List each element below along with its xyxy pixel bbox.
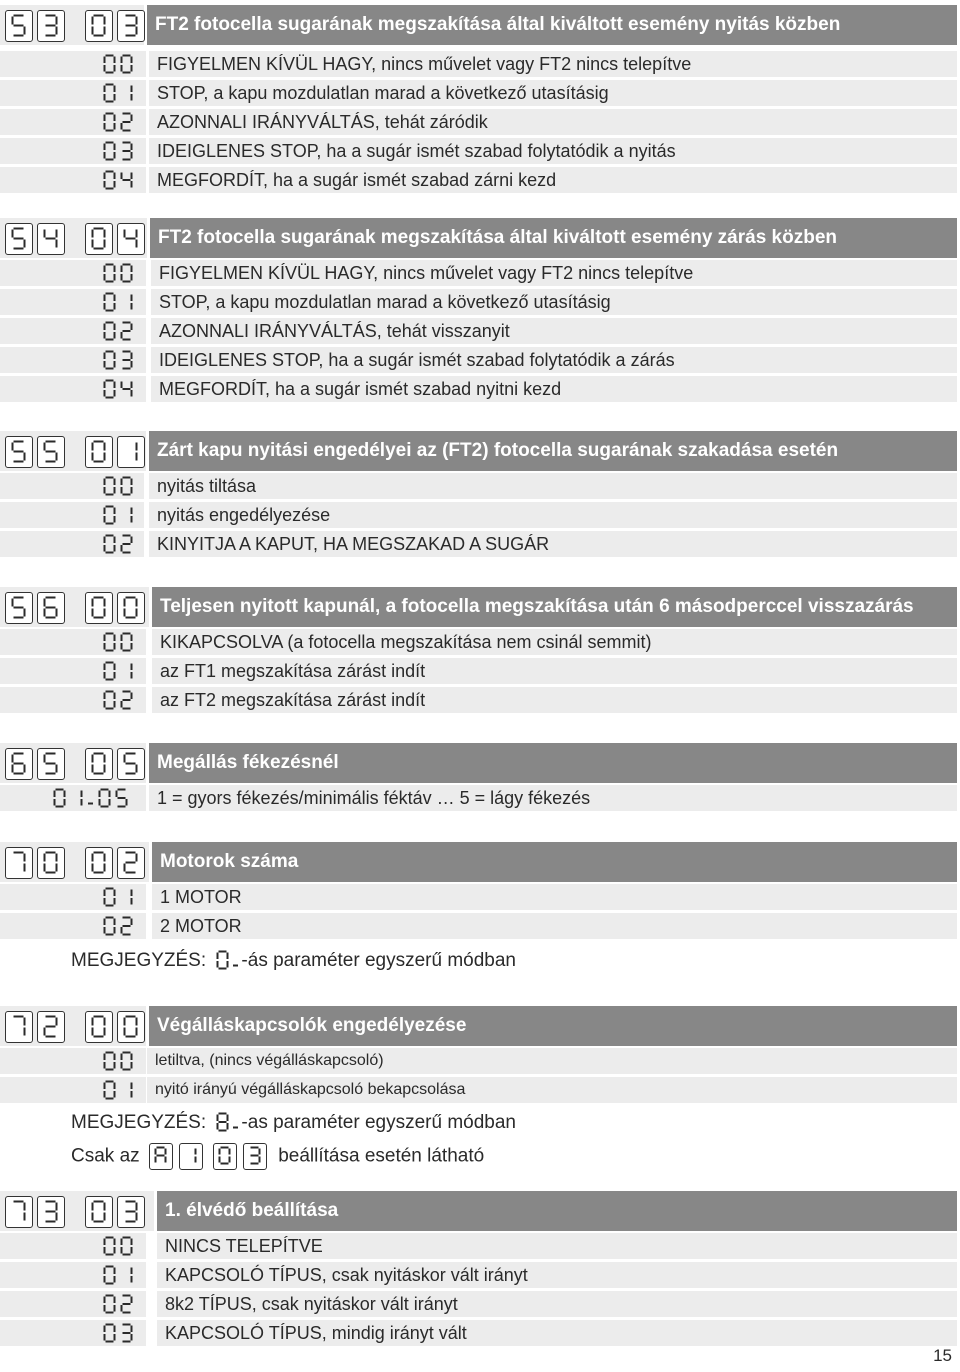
option-value-digit [115,788,128,808]
option-row [0,1077,960,1103]
option-row [0,376,960,402]
code-digit [85,436,113,468]
option-description: nyitás tiltása [157,476,257,496]
option-description: 1 = gyors fékezés/minimális féktáv … 5 = lágy fékezés [157,788,591,808]
option-value-digit [103,141,116,161]
code-digit [117,592,145,624]
option-value-digit [120,661,133,681]
option-value-digit [120,379,133,399]
code-digit [85,847,113,879]
code-digit [5,1196,33,1228]
code-digit [37,436,65,468]
option-description-box [157,1233,957,1259]
note-label: MEGJEGYZÉS: [71,950,207,971]
code-digit [85,592,113,624]
code-digit [37,1011,65,1043]
option-value [0,884,146,910]
parameter-title-bar [147,5,957,45]
option-value [0,629,146,655]
option-value [0,376,146,402]
code-digit [117,223,145,255]
option-value-digit [120,916,133,936]
code-digit [37,748,65,780]
code-digit [85,10,113,42]
option-value [0,1077,146,1103]
option-description: az FT2 megszakítása zárást indít [160,690,426,710]
option-value [0,502,144,528]
option-description-box [152,913,957,939]
option-value-digit [103,1236,116,1256]
option-row [0,260,960,286]
option-description-box [149,51,957,77]
option-value [0,109,146,135]
option-value-digit [103,887,116,907]
option-row [0,1048,960,1074]
option-value [0,531,144,557]
option-description-box [151,289,957,315]
option-value-digit [120,263,133,283]
option-description-box [151,318,957,344]
option-value-digit [120,112,133,132]
code-digit [37,592,65,624]
option-value-digit [103,505,116,525]
option-value [0,51,146,77]
option-value-digit [70,788,83,808]
option-description-box [152,884,957,910]
option-value-digit [103,83,116,103]
parameter-title-bar [149,743,957,783]
option-value-digit [103,1323,116,1343]
option-description-box [149,167,957,193]
option-description-box [147,1077,957,1103]
code-digit [117,847,145,879]
parameter-title-bar [152,587,957,627]
option-description: KAPCSOLÓ TÍPUS, csak nyitáskor vált irányt [165,1265,528,1285]
option-row [0,51,960,77]
option-value-digit [120,534,133,554]
option-row [0,318,960,344]
option-value-digit [103,292,116,312]
option-row [0,347,960,373]
option-value-digit [103,321,116,341]
option-value-digit [103,1265,116,1285]
code-digit [5,592,33,624]
code-digit [85,223,113,255]
option-description: MEGFORDÍT, ha a sugár ismét szabad zárni kezd [157,170,557,190]
visibility-note-code [149,1143,269,1170]
option-value-digit [120,141,133,161]
option-description-box [157,1320,957,1346]
option-value-digit [103,690,116,710]
option-value-digit [87,799,94,808]
visibility-note-prefix: Csak az [71,1145,140,1167]
option-row [0,80,960,106]
code-digit [5,10,33,42]
parameter-title-bar [150,218,957,258]
option-description: STOP, a kapu mozdulatlan marad a következő utasításig [159,292,611,312]
option-description-box [149,531,957,557]
parameter-code [0,218,147,258]
option-row [0,1262,960,1288]
option-description: KIKAPCSOLVA (a fotocella megszakítása nem csinál semmit) [160,632,652,652]
option-description: AZONNALI IRÁNYVÁLTÁS, tehát záródik [157,112,488,132]
code-digit [37,223,65,255]
option-row [0,138,960,164]
option-value-digit [103,916,116,936]
option-value-digit [120,1323,133,1343]
option-value-digit [103,54,116,74]
option-description-box [149,138,957,164]
option-value [0,260,146,286]
code-digit [5,1011,33,1043]
note-text: -ás paraméter egyszerű módban [241,950,517,971]
option-value [0,658,146,684]
option-description: KINYITJA A KAPUT, HA MEGSZAKAD A SUGÁR [157,534,550,554]
code-digit [37,10,65,42]
option-value [0,1048,146,1074]
option-description: AZONNALI IRÁNYVÁLTÁS, tehát visszanyit [159,321,510,341]
option-value [0,347,146,373]
option-row [0,687,960,713]
parameter-title-bar [157,1191,957,1231]
option-value-digit [103,534,116,554]
option-value [0,318,146,344]
option-value-digit [103,379,116,399]
note [71,1110,516,1136]
option-value-digit [120,690,133,710]
option-description-box [147,1048,957,1074]
option-value-digit [120,476,133,496]
option-value-digit [103,263,116,283]
option-value-digit [120,54,133,74]
visibility-note [71,1143,484,1170]
option-description-box [149,80,957,106]
note-code-digit [213,1143,237,1170]
page-number: 15 [933,1346,952,1365]
option-description-box [151,376,957,402]
option-description-box [152,687,957,713]
option-row [0,1320,960,1346]
option-value-digit [103,632,116,652]
code-digit [85,1011,113,1043]
option-description-box [157,1262,957,1288]
option-value-digit [120,1236,133,1256]
option-row [0,1233,960,1259]
option-value-digit [103,1051,116,1071]
option-description-box [152,658,957,684]
parameter-code [0,5,144,45]
parameter-title-bar [149,431,957,471]
option-description: nyitó irányú végálláskapcsoló bekapcsolása [155,1081,466,1098]
option-row [0,629,960,655]
option-description: NINCS TELEPÍTVE [165,1236,323,1256]
option-row [0,531,960,557]
option-row [0,884,960,910]
code-digit [5,436,33,468]
option-description: IDEIGLENES STOP, ha a sugár ismét szabad folytatódik a nyitás [157,141,676,161]
parameter-title: Zárt kapu nyitási engedélyei az (FT2) fotocella sugarának szakadása esetén [157,440,839,461]
option-value-digit [103,350,116,370]
option-value [0,473,144,499]
option-description: az FT1 megszakítása zárást indít [160,661,426,681]
note-symbol-digit [232,961,239,970]
code-digit [85,1196,113,1228]
option-value [0,138,146,164]
option-value [0,1291,146,1317]
option-value-digit [120,1051,133,1071]
note-text: -as paraméter egyszerű módban [241,1112,517,1133]
option-value-digit [120,321,133,341]
option-value-digit [120,887,133,907]
option-description-box [149,785,957,811]
option-value-digit [103,1080,116,1100]
option-value-digit [98,788,111,808]
option-description-box [149,502,957,528]
option-description-box [149,109,957,135]
option-description: KAPCSOLÓ TÍPUS, mindig irányt vált [165,1323,467,1343]
option-row [0,289,960,315]
option-value-digit [103,112,116,132]
code-digit [117,436,145,468]
code-digit [5,223,33,255]
parameter-title: Végálláskapcsolók engedélyezése [157,1015,467,1036]
option-value-digit [103,661,116,681]
note-code-digit [149,1143,173,1170]
option-row [0,109,960,135]
option-value-digit [103,1294,116,1314]
option-value [0,913,146,939]
parameter-code [0,431,146,471]
option-row [0,473,960,499]
code-digit [117,748,145,780]
code-digit [5,847,33,879]
option-description-box [149,473,957,499]
option-value-digit [120,83,133,103]
note-symbol [211,950,241,972]
option-value [0,1262,146,1288]
parameter-code [0,743,146,783]
option-value-digit [120,1265,133,1285]
option-description: FIGYELMEN KÍVÜL HAGY, nincs művelet vagy FT2 nincs telepítve [159,263,694,283]
parameter-title-bar [149,1006,957,1046]
parameter-title: Teljesen nyitott kapunál, a fotocella megszakítása után 6 másodperccel visszazárás [160,596,914,617]
note-symbol-digit [216,950,229,970]
code-digit [85,748,113,780]
option-description: 8k2 TÍPUS, csak nyitáskor vált irányt [165,1294,458,1314]
parameter-title: Motorok száma [160,851,299,872]
parameter-code [0,1191,154,1231]
option-value-digit [120,170,133,190]
parameter-code [0,1006,146,1046]
option-value-digit [120,350,133,370]
option-value [0,167,146,193]
option-value-digit [120,292,133,312]
note [71,948,516,974]
option-value-digit [53,788,66,808]
code-digit [37,847,65,879]
option-description: MEGFORDÍT, ha a sugár ismét szabad nyitni kezd [159,379,562,399]
option-value-digit [120,505,133,525]
note-label: MEGJEGYZÉS: [71,1112,207,1133]
option-value-digit [103,476,116,496]
option-row [0,913,960,939]
option-row [0,1291,960,1317]
option-value [0,687,146,713]
option-value [0,1320,146,1346]
option-value [0,289,146,315]
option-description: IDEIGLENES STOP, ha a sugár ismét szabad folytatódik a zárás [159,350,675,370]
option-value [0,785,146,811]
code-digit [117,1196,145,1228]
option-description-box [152,629,957,655]
option-description-box [157,1291,957,1317]
option-row [0,167,960,193]
option-row [0,658,960,684]
parameter-title: 1. élvédő beállítása [165,1200,339,1221]
option-value-digit [103,170,116,190]
note-code-digit [179,1143,203,1170]
parameter-title-bar [152,842,957,882]
option-value-digit [120,1294,133,1314]
option-description: 2 MOTOR [160,916,242,936]
option-row [0,785,960,811]
option-value [0,80,146,106]
parameter-title: Megállás fékezésnél [157,752,339,773]
code-digit [117,1011,145,1043]
option-description: letiltva, (nincs végálláskapcsoló) [155,1052,384,1069]
option-description: FIGYELMEN KÍVÜL HAGY, nincs művelet vagy FT2 nincs telepítve [157,54,692,74]
code-digit [37,1196,65,1228]
note-symbol-digit [216,1112,229,1132]
note-symbol-digit [232,1123,239,1132]
option-row [0,502,960,528]
parameter-code [0,842,149,882]
option-value [0,1233,146,1259]
note-symbol [211,1112,241,1134]
option-value-digit [120,632,133,652]
option-description: 1 MOTOR [160,887,242,907]
option-description-box [151,347,957,373]
parameter-title: FT2 fotocella sugarának megszakítása által kiváltott esemény zárás közben [158,227,837,248]
option-description: nyitás engedélyezése [157,505,331,525]
code-digit [5,748,33,780]
option-description: STOP, a kapu mozdulatlan marad a következő utasításig [157,83,609,103]
parameter-title: FT2 fotocella sugarának megszakítása által kiváltott esemény nyitás közben [155,14,841,35]
option-description-box [151,260,957,286]
visibility-note-text: beállítása esetén látható [278,1145,485,1167]
note-code-digit [243,1143,267,1170]
option-value-digit [120,1080,133,1100]
parameter-code [0,587,149,627]
code-digit [117,10,145,42]
